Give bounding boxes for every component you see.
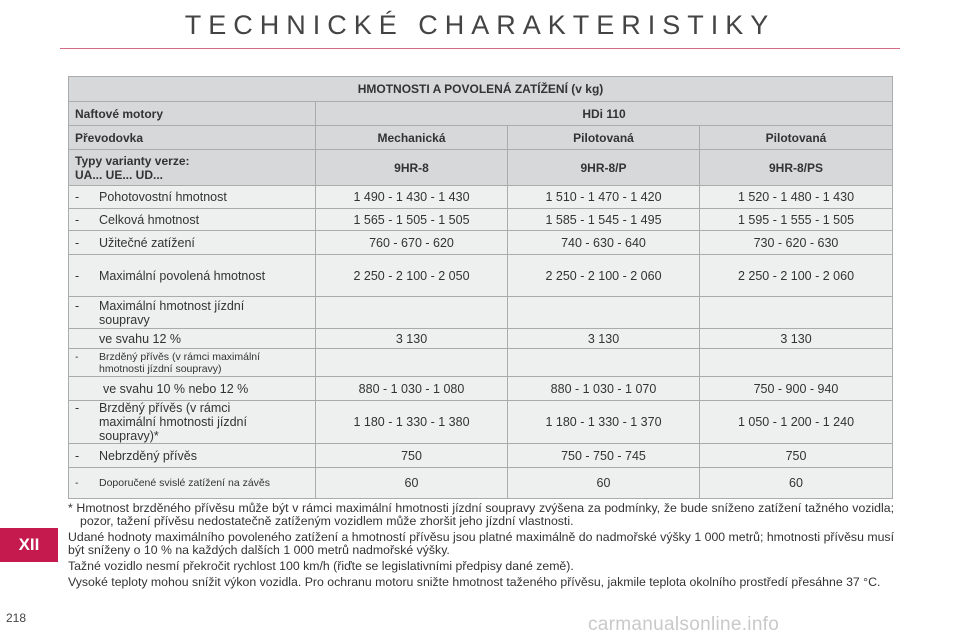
row-value: 60 bbox=[316, 468, 508, 499]
row-value: 1 565 - 1 505 - 1 505 bbox=[316, 209, 508, 231]
table-row bbox=[69, 329, 893, 349]
row-value: 3 130 bbox=[700, 329, 893, 349]
row-label: - Maximální povolená hmotnost bbox=[69, 255, 316, 297]
variant-value: 9HR-8/PS bbox=[700, 150, 893, 186]
engines-label: Naftové motory bbox=[69, 102, 316, 126]
row-label: - Brzděný přívěs (v rámci maximální hmotnosti jízdní soupravy)* bbox=[69, 401, 316, 444]
row-value: 2 250 - 2 100 - 2 060 bbox=[508, 255, 700, 297]
row-value: 750 bbox=[700, 444, 893, 468]
row-value: 750 bbox=[316, 444, 508, 468]
row-value: 3 130 bbox=[316, 329, 508, 349]
gearbox-label: Převodovka bbox=[69, 126, 316, 150]
weights-table bbox=[68, 76, 893, 499]
gearbox-value: Mechanická bbox=[316, 126, 508, 150]
row-value: 3 130 bbox=[508, 329, 700, 349]
row-value: 740 - 630 - 640 bbox=[508, 231, 700, 255]
table-row bbox=[69, 209, 893, 231]
page-number: 218 bbox=[6, 611, 27, 625]
variants-label-line: Typy varianty verze: bbox=[75, 153, 190, 168]
gearbox-value: Pilotovaná bbox=[700, 126, 893, 150]
table-row bbox=[69, 377, 893, 401]
table-row bbox=[69, 297, 893, 329]
row-label: - Maximální hmotnost jízdní soupravy bbox=[69, 297, 316, 329]
row-value: 60 bbox=[508, 468, 700, 499]
row-value: 1 180 - 1 330 - 1 380 bbox=[316, 401, 508, 444]
engine-row bbox=[69, 102, 893, 126]
table-row bbox=[69, 468, 893, 499]
row-label: - Užitečné zatížení bbox=[69, 231, 316, 255]
row-label: ve svahu 10 % nebo 12 % bbox=[69, 377, 316, 401]
row-label: - Brzděný přívěs (v rámci maximální hmotnosti jízdní soupravy) bbox=[69, 349, 316, 377]
gearbox-row bbox=[69, 126, 893, 150]
table-row bbox=[69, 255, 893, 297]
row-value: 760 - 670 - 620 bbox=[316, 231, 508, 255]
row-label: ve svahu 12 % bbox=[69, 329, 316, 349]
variants-label bbox=[69, 150, 316, 186]
variant-value: 9HR-8/P bbox=[508, 150, 700, 186]
row-value: 1 180 - 1 330 - 1 370 bbox=[508, 401, 700, 444]
row-value: 60 bbox=[700, 468, 893, 499]
table-row bbox=[69, 349, 893, 377]
row-value: 880 - 1 030 - 1 080 bbox=[316, 377, 508, 401]
gearbox-value: Pilotovaná bbox=[508, 126, 700, 150]
row-value: 2 250 - 2 100 - 2 050 bbox=[316, 255, 508, 297]
row-value: 1 585 - 1 545 - 1 495 bbox=[508, 209, 700, 231]
row-value: 1 595 - 1 555 - 1 505 bbox=[700, 209, 893, 231]
notes-section bbox=[68, 502, 894, 592]
row-value: 1 050 - 1 200 - 1 240 bbox=[700, 401, 893, 444]
row-value: 1 520 - 1 480 - 1 430 bbox=[700, 186, 893, 209]
row-value: 1 510 - 1 470 - 1 420 bbox=[508, 186, 700, 209]
variants-label-line: UA... UE... UD... bbox=[75, 167, 164, 182]
note-paragraph: Udané hodnoty maximálního povoleného zatížení a hmotností přívěsu jsou platné maximálně do nadmořské výšky 1 000 metrů; hmotnosti přívěsu musí být sníženy o 10 % na každých dalších 1 000 metrů nadmořské výšky. bbox=[68, 530, 894, 557]
footnote: * Hmotnost brzděného přívěsu může být v rámci maximální hmotnosti jízdní soupravy zvýšena za podmínky, že bude sníženo zatížení tažného vozidla; pozor, tažení přívěsu nedostatečně zatíženým vozidlem může zhoršit jeho jízdní vlastnosti. bbox=[68, 501, 894, 528]
row-value: 730 - 620 - 630 bbox=[700, 231, 893, 255]
row-value: 750 - 900 - 940 bbox=[700, 377, 893, 401]
table-caption: HMOTNOSTI A POVOLENÁ ZATÍŽENÍ (v kg) bbox=[69, 77, 893, 102]
row-label: - Pohotovostní hmotnost bbox=[69, 186, 316, 209]
note-paragraph: Vysoké teploty mohou snížit výkon vozidla. Pro ochranu motoru snižte hmotnost taženého přívěsu, jakmile teplota okolního prostředí přesáhne 37 °C. bbox=[68, 575, 881, 589]
row-label: - Doporučené svislé zatížení na závěs bbox=[69, 468, 316, 499]
row-value: 880 - 1 030 - 1 070 bbox=[508, 377, 700, 401]
note-paragraph: Tažné vozidlo nesmí překročit rychlost 100 km/h (řiďte se legislativními předpisy dané země). bbox=[68, 559, 574, 573]
table-row bbox=[69, 231, 893, 255]
row-value: 2 250 - 2 100 - 2 060 bbox=[700, 255, 893, 297]
table-row bbox=[69, 186, 893, 209]
row-label: - Celková hmotnost bbox=[69, 209, 316, 231]
engine-value: HDi 110 bbox=[316, 102, 893, 126]
row-value: 750 - 750 - 745 bbox=[508, 444, 700, 468]
row-value: 1 490 - 1 430 - 1 430 bbox=[316, 186, 508, 209]
title-divider bbox=[60, 48, 900, 49]
table-row bbox=[69, 444, 893, 468]
page-title: TECHNICKÉ CHARAKTERISTIKY bbox=[184, 10, 776, 40]
variant-row bbox=[69, 150, 893, 186]
chapter-tab: XII bbox=[0, 528, 58, 562]
table-caption-row bbox=[69, 77, 893, 102]
variant-value: 9HR-8 bbox=[316, 150, 508, 186]
watermark: carmanualsonline.info bbox=[588, 614, 780, 635]
row-label: - Nebrzděný přívěs bbox=[69, 444, 316, 468]
table-row bbox=[69, 401, 893, 444]
